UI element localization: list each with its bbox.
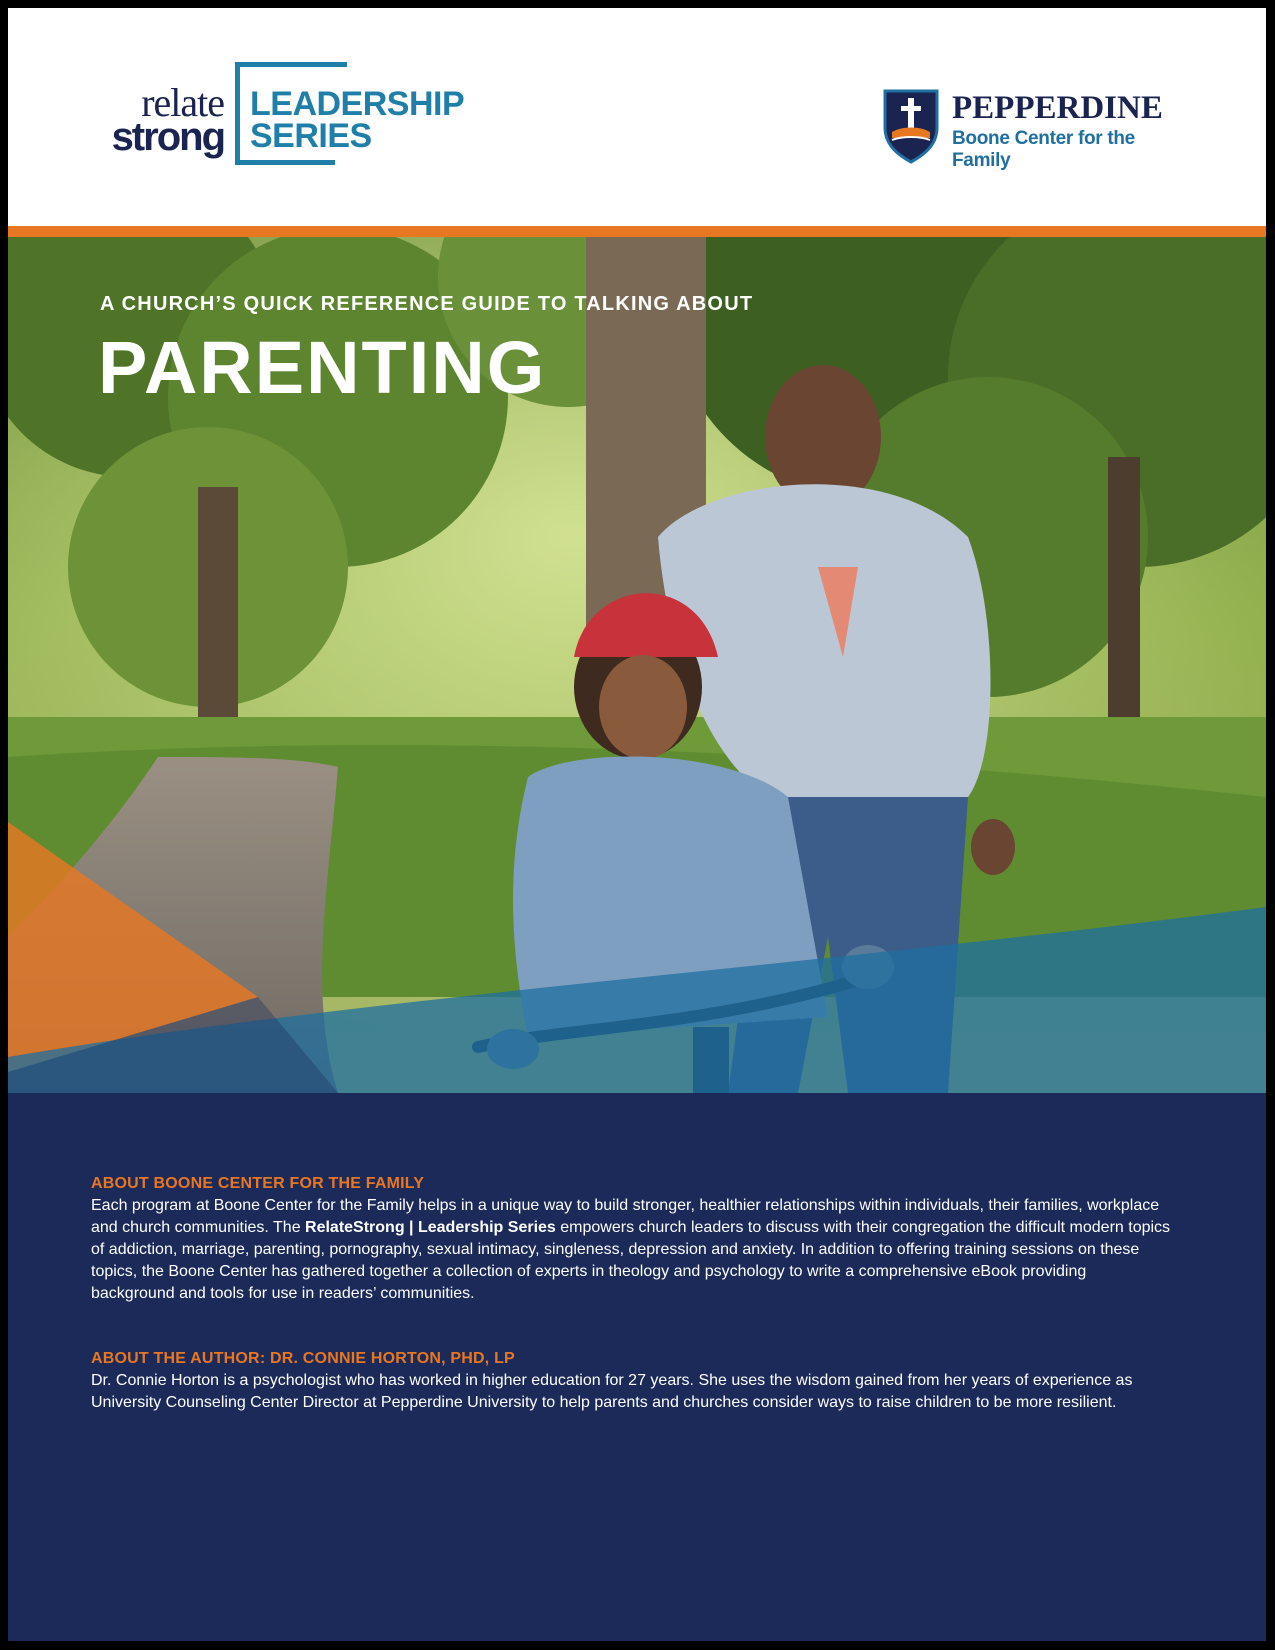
pepperdine-shield-icon — [882, 88, 940, 164]
logo-word-strong: strong — [111, 115, 224, 159]
pepperdine-subtitle: Boone Center for the Family — [952, 128, 1135, 171]
logo-bracket-top — [235, 62, 347, 67]
about-author-text: Dr. Connie Horton is a psychologist who has worked in higher education for 27 years. She uses the wisdom gained from her years of experience as University Counseling Center Director at Pepperdine University to help parents and churches consider ways to raise children to be more resilient. — [91, 1372, 1133, 1411]
hero-photo — [8, 237, 1266, 1093]
series-name: RelateStrong | Leadership Series — [305, 1219, 556, 1236]
logo-word-relate: relate — [141, 80, 224, 125]
about-center-text-part1: Each program at Boone Center for the Family helps in a unique way to build stronger, healthier relationships within individuals, their families, workplace and church communities. The — [91, 1197, 1160, 1236]
about-center-heading: ABOUT BOONE CENTER FOR THE FAMILY — [91, 1175, 425, 1192]
page-title: PARENTING — [98, 326, 547, 409]
pepperdine-logo — [882, 88, 1182, 171]
pepperdine-name: PEPPERDINE — [952, 90, 1163, 126]
guide-kicker: A CHURCH’S QUICK REFERENCE GUIDE TO TALKING ABOUT — [100, 293, 754, 315]
about-author-heading: ABOUT THE AUTHOR: DR. CONNIE HORTON, PHD, LP — [91, 1350, 515, 1367]
header — [8, 8, 1266, 226]
document-page — [8, 8, 1266, 1641]
logo-word-leadership: LEADERSHIP — [250, 85, 465, 123]
orange-divider — [8, 226, 1266, 237]
logo-word-series: SERIES — [250, 117, 372, 155]
logo-bracket-bottom — [235, 160, 335, 165]
about-center-text — [91, 1195, 1171, 1305]
info-band — [8, 1093, 1266, 1641]
about-center-text-part2: empowers church leaders to discuss with their congregation the difficult modern topics of addiction, marriage, parenting, pornography, sexual intimacy, singleness, depression and anxiety. In addition to offering training sessions on these topics, the Boone Center has gathered together a collection of experts in theology and psychology to write a comprehensive eBook providing background and tools for use in readers’ communities. — [91, 1219, 1171, 1302]
relatestrong-leadership-logo — [96, 62, 486, 177]
